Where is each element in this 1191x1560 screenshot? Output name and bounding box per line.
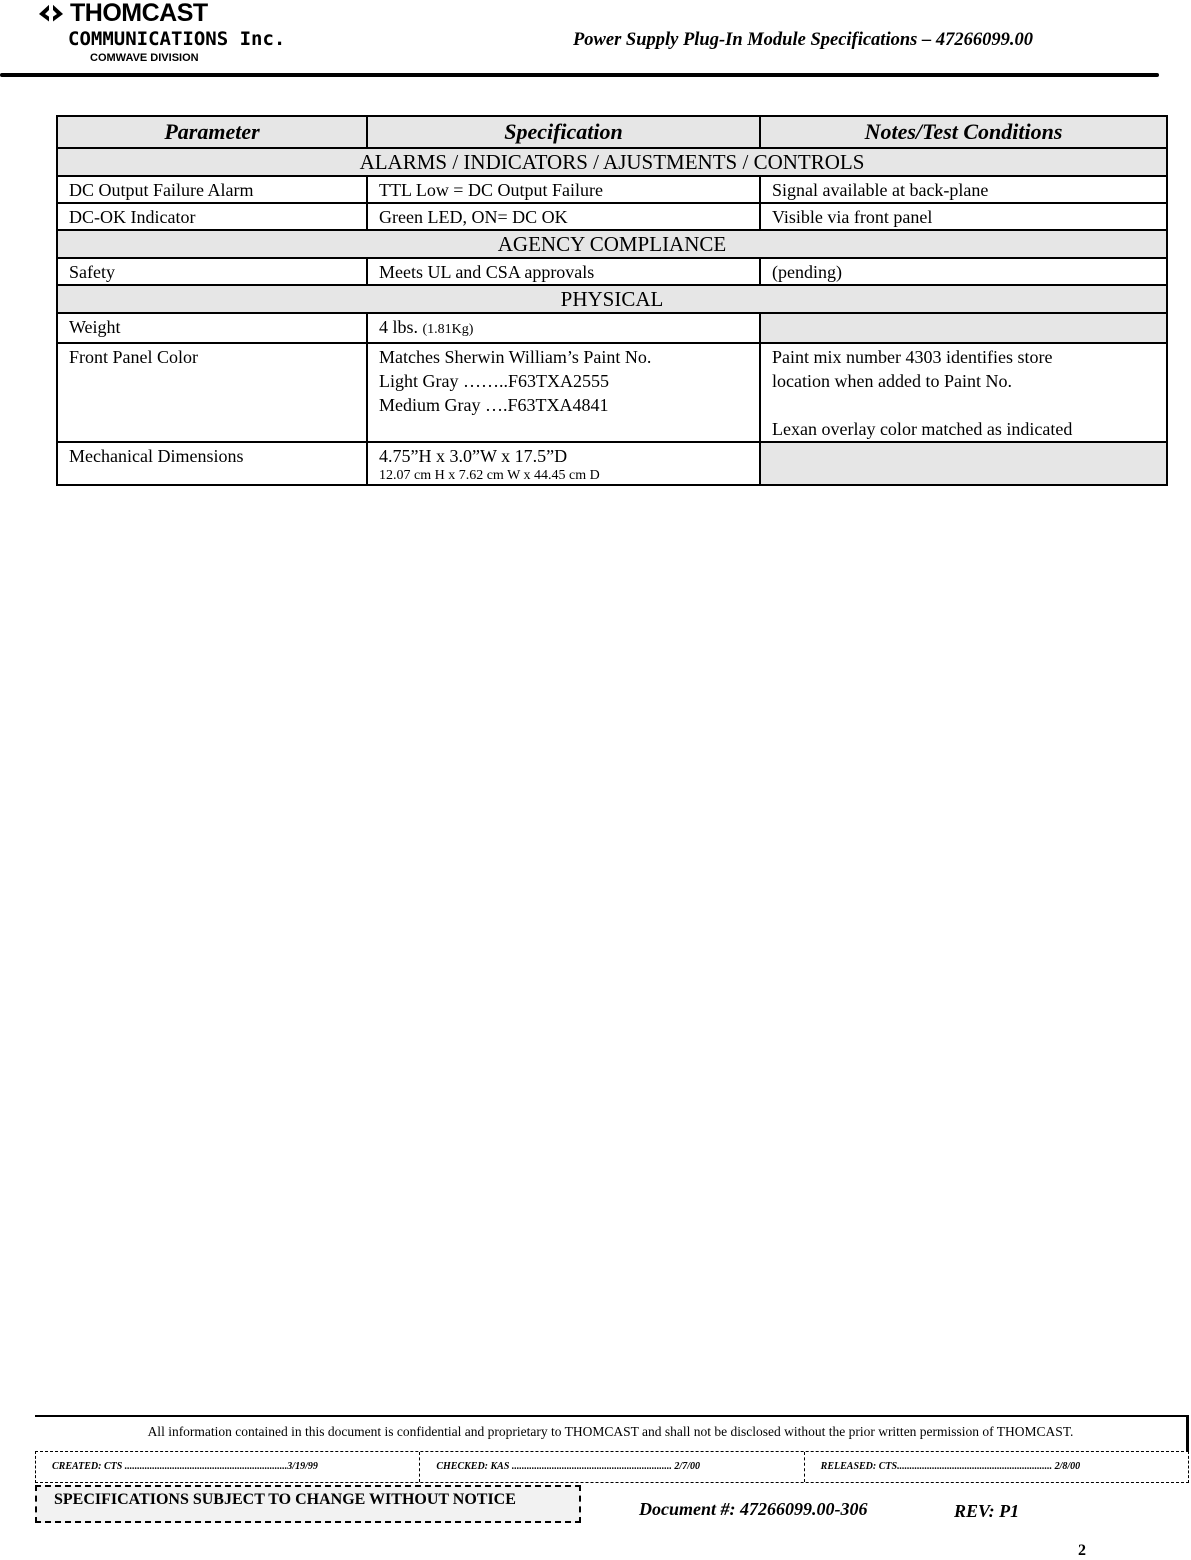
spec-line: Matches Sherwin William’s Paint No. xyxy=(379,347,652,367)
notes-cell xyxy=(760,442,1167,485)
column-header-notes: Notes/Test Conditions xyxy=(760,116,1167,148)
page-header xyxy=(0,0,1191,80)
table-header-row xyxy=(57,116,1167,148)
section-row xyxy=(57,285,1167,313)
table-row xyxy=(57,343,1167,442)
revision: REV: P1 xyxy=(954,1501,1020,1521)
signoff-bar xyxy=(35,1451,1189,1483)
table-row xyxy=(57,313,1167,343)
spec-value: 4.75”H x 3.0”W x 17.5”D xyxy=(379,446,568,466)
thomcast-logo-icon xyxy=(38,2,64,24)
company-division: COMWAVE DIVISION xyxy=(90,52,199,64)
notes-cell xyxy=(760,313,1167,343)
company-subtitle: COMMUNICATIONS Inc. xyxy=(68,28,286,50)
spec-cell xyxy=(367,313,760,343)
table-row xyxy=(57,258,1167,285)
spec-value: 4 lbs. xyxy=(379,317,419,337)
spec-cell xyxy=(367,343,760,442)
spec-cell: Green LED, ON= DC OK xyxy=(367,203,760,230)
section-row xyxy=(57,148,1167,176)
column-header-parameter: Parameter xyxy=(57,116,367,148)
spec-line: Light Gray ……..F63TXA2555 xyxy=(379,371,609,391)
checked-field: CHECKED: KAS ................................................................ 2/7/00 xyxy=(419,1452,803,1482)
parameter-cell: Safety xyxy=(57,258,367,285)
column-header-specification: Specification xyxy=(367,116,760,148)
company-logo xyxy=(38,0,286,64)
notes-line: Lexan overlay color matched as indicated xyxy=(772,419,1073,439)
notes-line: location when added to Paint No. xyxy=(772,371,1012,391)
spec-metric-value: 12.07 cm H x 7.62 cm W x 44.45 cm D xyxy=(379,468,600,483)
document-title: Power Supply Plug-In Module Specifications – 47266099.00 xyxy=(573,30,1033,50)
company-name: THOMCAST xyxy=(70,0,208,27)
section-row xyxy=(57,230,1167,258)
notes-cell: Signal available at back-plane xyxy=(760,176,1167,203)
table-row xyxy=(57,203,1167,230)
header-rule xyxy=(0,73,1159,77)
notes-spacer xyxy=(772,393,1155,417)
parameter-cell: Front Panel Color xyxy=(57,343,367,442)
spec-cell: Meets UL and CSA approvals xyxy=(367,258,760,285)
notes-cell: (pending) xyxy=(760,258,1167,285)
spec-line: Medium Gray ….F63TXA4841 xyxy=(379,395,609,415)
spec-cell: TTL Low = DC Output Failure xyxy=(367,176,760,203)
confidentiality-notice: All information contained in this document is confidential and proprietary to THOMCAST and shall not be disclosed without the prior written permission of THOMCAST. xyxy=(35,1415,1189,1451)
parameter-cell: Mechanical Dimensions xyxy=(57,442,367,485)
notes-cell: Visible via front panel xyxy=(760,203,1167,230)
released-field: RELEASED: CTS.............................................................. 2/8/00 xyxy=(804,1452,1188,1482)
spec-metric-value: (1.81Kg) xyxy=(422,322,474,337)
page-number: 2 xyxy=(1078,1542,1086,1559)
spec-cell xyxy=(367,442,760,485)
specification-table xyxy=(56,115,1168,486)
section-title-alarms: ALARMS / INDICATORS / AJUSTMENTS / CONTROLS xyxy=(57,148,1167,176)
section-title-physical: PHYSICAL xyxy=(57,285,1167,313)
notes-line: Paint mix number 4303 identifies store xyxy=(772,347,1053,367)
change-notice: SPECIFICATIONS SUBJECT TO CHANGE WITHOUT NOTICE xyxy=(35,1485,581,1523)
notes-cell xyxy=(760,343,1167,442)
document-number: Document #: 47266099.00-306 xyxy=(639,1499,868,1519)
parameter-cell: Weight xyxy=(57,313,367,343)
created-field: CREATED: CTS .................................................................3/19/99 xyxy=(52,1461,318,1472)
table-row xyxy=(57,176,1167,203)
section-title-agency: AGENCY COMPLIANCE xyxy=(57,230,1167,258)
table-row xyxy=(57,442,1167,485)
parameter-cell: DC-OK Indicator xyxy=(57,203,367,230)
parameter-cell: DC Output Failure Alarm xyxy=(57,176,367,203)
